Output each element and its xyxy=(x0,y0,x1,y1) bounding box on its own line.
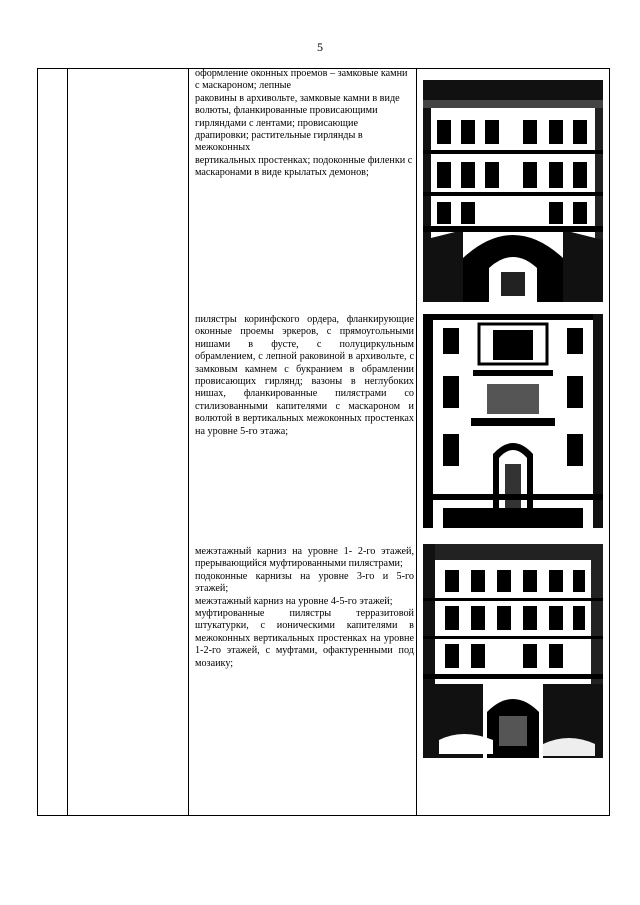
facade-photo-2 xyxy=(423,314,603,528)
facade-photo-3 xyxy=(423,544,603,758)
facade-photo-1 xyxy=(423,80,603,302)
description-text: межэтажный карниз на уровне 1- 2-го этажей, прерывающийся муфтированными пилястрами; подоконные карнизы на уровне 3-го и 5-го этажей; межэтажный карниз на уровне 4-5-го этажей; муфтированные пилястры терразитовой штукатурки, с ионическими капителями в межоконных вертикальных простенках на уровне 1-2-го этажей, с муфтами, офактуренными под мозаику; xyxy=(195,546,414,669)
facade-photo-icon xyxy=(423,80,603,302)
table-cell-name xyxy=(68,69,189,816)
facade-photo-icon xyxy=(423,314,603,528)
table-cell-description xyxy=(189,69,417,816)
facade-photo-icon xyxy=(423,544,603,758)
page-number: 5 xyxy=(317,40,323,54)
description-text: оформление оконных проемов – замковые камни с маскароном; лепные раковины в архивольте, замковые камни в виде волюты, фланкированные провисающими гирляндами с лентами; провисающие драпировки; растительные гирлянды в межоконных вертикальных простенках; подоконные филенки с маскаронами в виде крылатых демонов; xyxy=(195,68,413,179)
description-text: пилястры коринфского ордера, фланкирующие оконные проемы эркеров, с прямоугольными нишами в фусте, с полуциркульным обрамлением, с лепной раковиной в архивольте, с замковым камнем с букранием в обрамлении провисающих гирлянд; вазоны в неглубоких нишах, фланкированные пилястрами со стилизованными капителями с маскароном и волютой в вертикальных межоконных простенках на уровне 5-го этажа; xyxy=(195,314,414,437)
table-cell-index xyxy=(38,69,68,816)
